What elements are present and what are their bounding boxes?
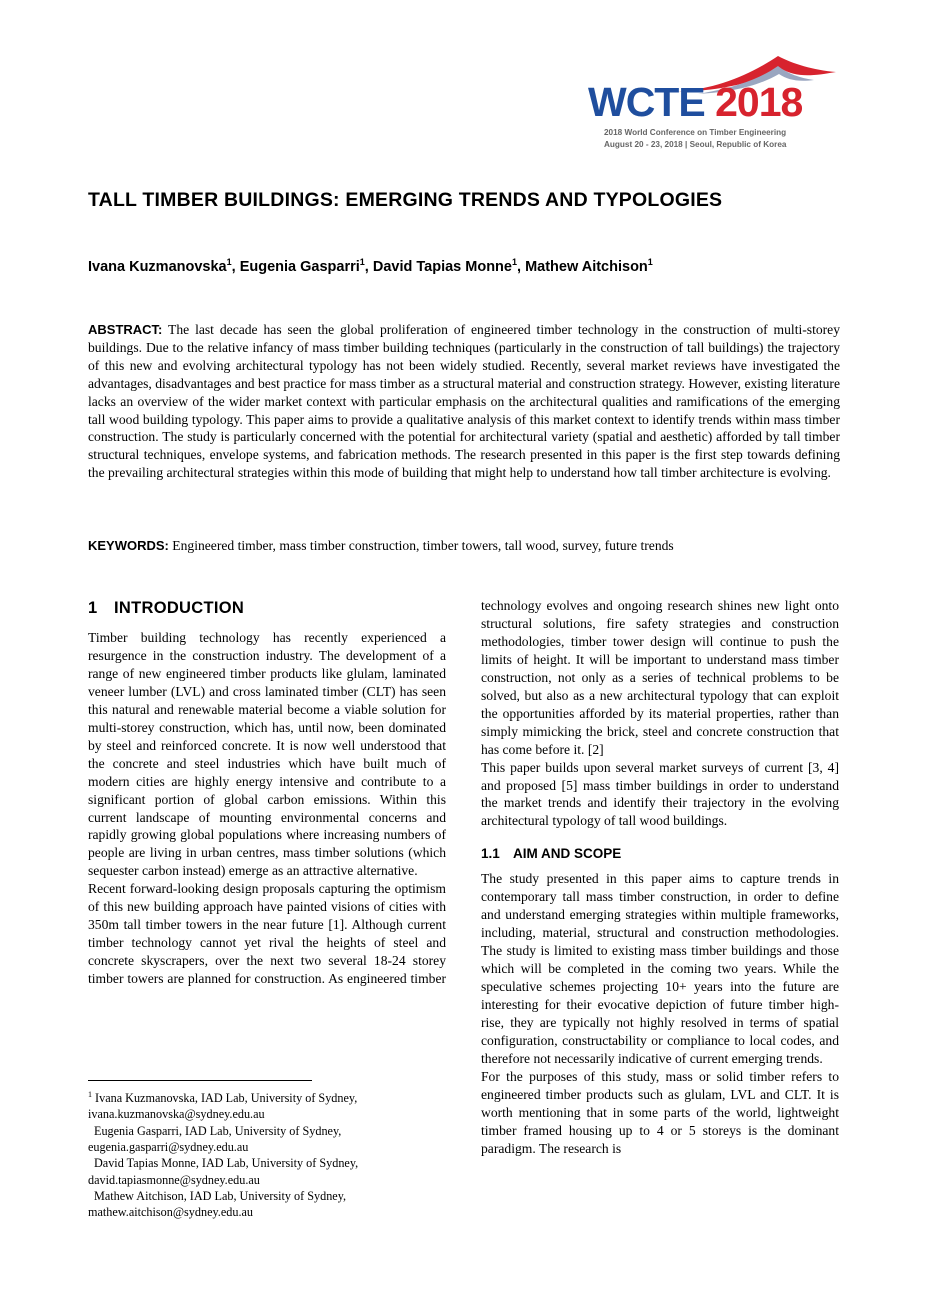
subsection-heading-aim-and-scope	[481, 845, 839, 862]
footnote-item	[88, 1204, 448, 1220]
author-name: Eugenia Gasparri	[239, 258, 360, 275]
logo-subtitle-2: August 20 - 23, 2018 | Seoul, Republic of Korea	[604, 140, 787, 149]
right-column	[481, 597, 839, 1158]
paper-title: TALL TIMBER BUILDINGS: EMERGING TRENDS AND TYPOLOGIES	[88, 189, 723, 211]
keywords-label: KEYWORDS:	[88, 538, 169, 553]
footnote-item	[88, 1155, 448, 1171]
footnote-affiliation: David Tapias Monne, IAD Lab, University of Sydney,	[94, 1156, 359, 1171]
author-separator: ,	[517, 258, 526, 275]
logo-wcte: WCTE	[588, 79, 705, 125]
keywords	[88, 537, 848, 555]
footnote-email: ivana.kuzmanovska@sydney.edu.au	[88, 1107, 265, 1122]
section-number: 1	[88, 599, 98, 617]
author-affiliation-marker: 1	[511, 257, 517, 267]
keywords-text: Engineered timber, mass timber construction, timber towers, tall wood, survey, future trends	[172, 538, 674, 553]
abstract-label: ABSTRACT:	[88, 322, 163, 337]
section-heading-introduction	[88, 597, 446, 619]
aim-paragraph-2: For the purposes of this study, mass or solid timber refers to engineered timber products such as glulam, LVL and CLT. It is worth mentioning that in some parts of the world, lightweight timber framed housing up to 4 or 5 storeys is the dominant paradigm. The research is	[481, 1068, 839, 1156]
author-affiliation-marker: 1	[226, 257, 232, 267]
author-affiliation-marker: 1	[647, 257, 653, 267]
abstract-text: The last decade has seen the global proliferation of engineered timber technology in the construction of multi-storey buildings. Due to the relative infancy of mass timber building techniques (particularly in the construction of tall buildings) the trajectory of this new and evolving architectural typology has not been widely studied. Recently, several market reviews have investigated the advantages, disadvantages and best practice for mass timber as a structural material and construction strategy. However, existing literature lacks an overview of the wider market context with particular emphasis on the architectural qualities and ramifications of the emerging tall wood building typology. This paper aims to provide a qualitative analysis of this market context to identify trends within mass timber construction. The study is particularly concerned with the potential for architectural variety (spatial and aesthetic) afforded by tall timber structural techniques, envelope systems, and fabrication methods. The research presented in this paper is the first step towards defining the prevailing architectural strategies within this mode of building that might help to understand how tall timber architecture is evolving.	[88, 322, 840, 481]
footnote-divider	[88, 1080, 312, 1081]
footnote-item	[88, 1139, 448, 1155]
section-title: INTRODUCTION	[114, 599, 245, 617]
subsection-title: AIM AND SCOPE	[513, 846, 622, 862]
footnote-item	[88, 1172, 448, 1188]
logo-year: 2018	[715, 79, 803, 125]
aim-paragraph-1: The study presented in this paper aims to capture trends in contemporary tall mass timber construction, in order to define and understand emerging strategies within multiple frameworks, including, material, structural and construction methodologies. The study is limited to existing mass timber buildings and those which will be completed in the coming two years. While the speculative schemes projecting 10+ years into the future are interesting for their evocative depiction of future timber high-rise, they are typically not highly resolved in terms of spatial configuration, constructability or compliance to local codes, and therefore not necessarily indicative of current emerging trends.	[481, 871, 839, 1066]
conference-logo	[588, 48, 838, 152]
footnote-item	[88, 1123, 448, 1139]
footnote-affiliation: Mathew Aitchison, IAD Lab, University of Sydney,	[94, 1188, 347, 1203]
intro-paragraph-2: Recent forward-looking design proposals capturing the optimism of this new building approach have painted visions of cities with 350m tall timber towers in the near future [1]. Although current timber technology cannot yet rival the heights of steel and concrete skyscrapers, over the next two several 18-24 storey timber towers are planned for construction. As engineered timber	[88, 881, 446, 987]
footnote-email: eugenia.gasparri@sydney.edu.au	[88, 1139, 249, 1154]
footnotes	[88, 1087, 448, 1220]
author-list	[88, 257, 848, 275]
logo-subtitle-1: 2018 World Conference on Timber Engineering	[604, 128, 787, 137]
author-separator: ,	[231, 258, 240, 275]
footnote-email: mathew.aitchison@sydney.edu.au	[88, 1205, 253, 1220]
footnote-email: david.tapiasmonne@sydney.edu.au	[88, 1172, 260, 1187]
abstract	[88, 321, 840, 482]
author-name: Mathew Aitchison	[525, 258, 648, 275]
subsection-number: 1.1	[481, 846, 500, 862]
footnote-affiliation: Eugenia Gasparri, IAD Lab, University of Sydney,	[94, 1123, 342, 1138]
left-column	[88, 597, 446, 988]
intro-paragraph-3: This paper builds upon several market surveys of current [3, 4] and proposed [5] mass timber buildings in order to understand the market trends and identify their trajectory in the evolving architectural typology of tall wood buildings.	[481, 759, 839, 829]
intro-paragraph-2-continued: technology evolves and ongoing research shines new light onto structural solutions, fire safety strategies and construction methodologies, timber tower design will continue to push the limits of height. It will be important to understand mass timber construction, not only as a series of technical problems to be solved, but also as a new architectural typology that can exploit the opportunities afforded by its material properties, rather than simply mimicking the brick, steel and concrete construction that has come before it. [2]	[481, 598, 839, 757]
footnote-item	[88, 1188, 448, 1204]
footnote-affiliation: Ivana Kuzmanovska, IAD Lab, University of Sydney,	[95, 1091, 358, 1106]
author-affiliation-marker: 1	[359, 257, 365, 267]
author-name: Ivana Kuzmanovska	[88, 258, 227, 275]
author-separator: ,	[364, 258, 373, 275]
intro-paragraph-1: Timber building technology has recently experienced a resurgence in the construction industry. The development of a range of new engineered timber products like glulam, laminated veneer lumber (LVL) and cross laminated timber (CLT) has seen this natural and renewable material become a viable solution for multi-storey construction, which has, until now, been dominated by steel and reinforced concrete. It is now well understood that the concrete and steel industries which have built much of modern cities are highly energy intensive and contribute to a significant portion of global carbon emissions. Within this current landscape of mounting environmental concerns and rapidly growing global populations where increasing numbers of people are living in urban centres, mass timber solutions (which sequester carbon instead) emerge as an attractive alternative.	[88, 630, 446, 879]
footnote-item	[88, 1087, 448, 1123]
footnote-marker: 1	[88, 1090, 92, 1099]
logo-wordmark	[588, 80, 802, 124]
author-name: David Tapias Monne	[372, 258, 512, 275]
